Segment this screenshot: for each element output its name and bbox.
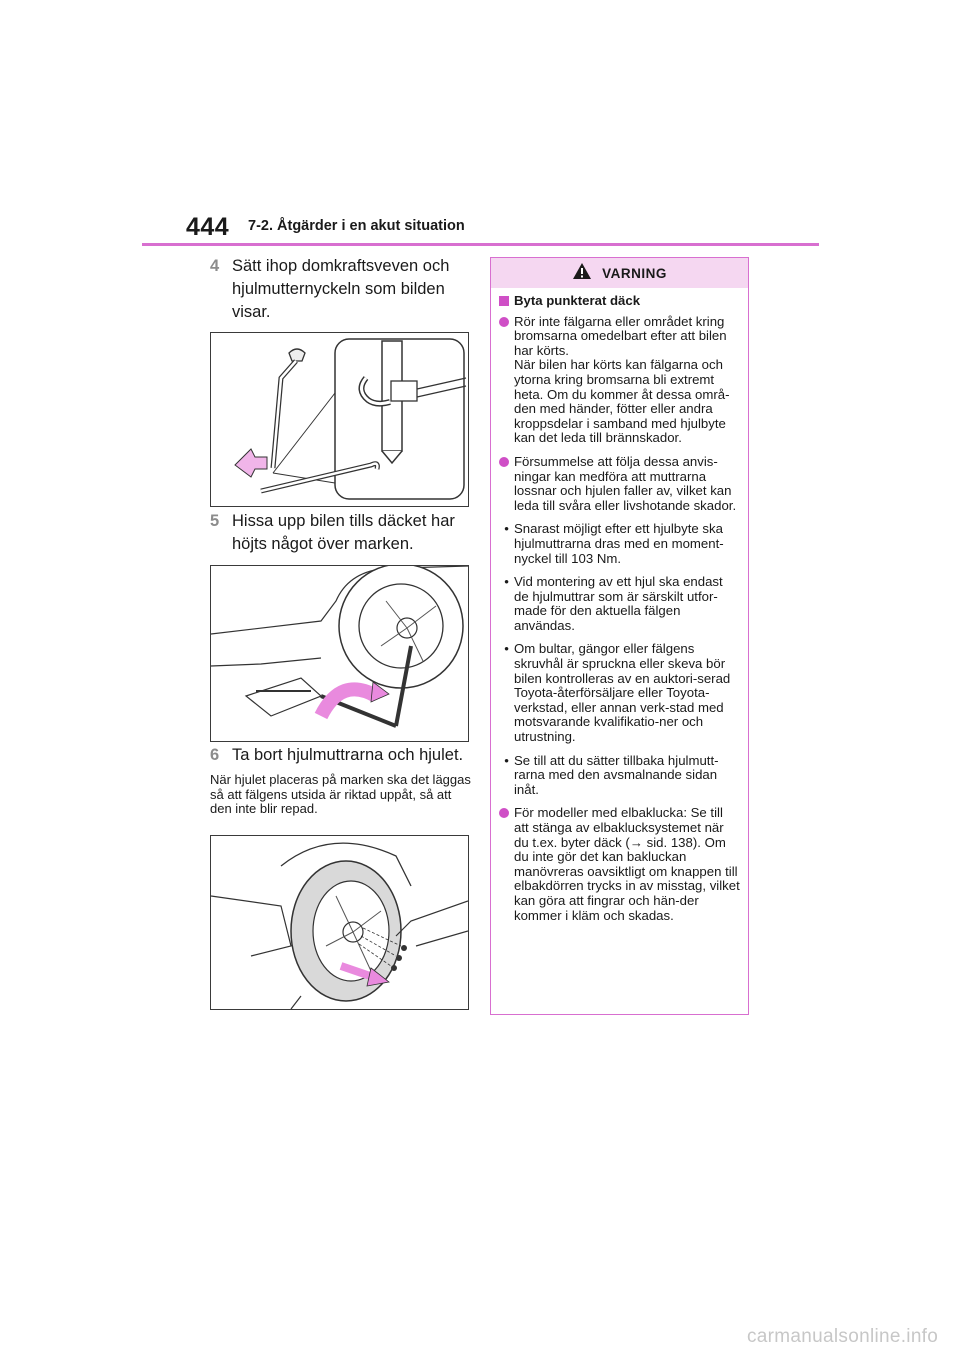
warning-title: VARNING: [602, 265, 667, 281]
warning-triangle-icon: [572, 262, 592, 285]
warning-item: [499, 575, 740, 633]
bullet-icon: •: [504, 641, 509, 657]
section-title: 7-2. Åtgärder i en akut situation: [248, 218, 465, 234]
warning-item: [499, 642, 740, 744]
warning-header: [491, 258, 748, 288]
warning-subheading: [499, 294, 740, 309]
step-text: Sätt ihop domkraftsveven och hjulmutternyckeln som bilden visar.: [232, 257, 450, 321]
placement-note: När hjulet placeras på marken ska det läggas så att fälgens utsida är riktad uppåt, så att den inte blir repad.: [210, 772, 471, 816]
warning-item-text: Om bultar, gängor eller fälgens skruvhål är spruckna eller skeva bör bilen kontrolleras av en auktori-serad Toyota-återförsäljare eller Toyota-verkstad, eller annan verk-stad med motsvarande kvalifikatio-ner och utrustning.: [514, 641, 731, 745]
step-number: 4: [210, 257, 220, 275]
square-bullet-icon: [499, 296, 509, 306]
warning-item: [499, 315, 740, 446]
step-4: [210, 255, 472, 324]
page-number: 444: [186, 213, 230, 241]
step-text: Hissa upp bilen tills däcket har höjts något över marken.: [232, 512, 455, 553]
header-divider: [142, 243, 819, 246]
warning-item-text: Snarast möjligt efter ett hjulbyte ska hjulmuttrarna dras med en moment-nyckel till 103 Nm.: [514, 521, 724, 566]
warning-item-text: Försummelse att följa dessa anvis-ningar kan medföra att muttrarna lossnar och hjulen faller av, vilket kan leda till svåra eller livshotande skador.: [514, 453, 737, 513]
step-text: Ta bort hjulmuttrarna och hjulet.: [232, 746, 464, 764]
warning-body: [491, 288, 748, 923]
bullet-icon: •: [504, 752, 509, 768]
warning-item-text: Se till att du sätter tillbaka hjulmutt-rarna med den avsmalnande sidan inåt.: [514, 752, 719, 797]
warning-item: [499, 522, 740, 566]
step-5: [210, 510, 472, 556]
circle-bullet-icon: [499, 808, 509, 818]
step-number: 6: [210, 746, 220, 764]
warning-item: [499, 754, 740, 798]
bullet-icon: •: [504, 521, 509, 537]
warning-subheading-text: Byta punkterat däck: [514, 293, 641, 308]
warning-item-text: Vid montering av ett hjul ska endast de hjulmuttrar som är särskilt utfor-made för den aktuella fälgen användas.: [514, 574, 723, 633]
remove-wheel-illustration: [210, 835, 469, 1010]
warning-item-text: För modeller med elbaklucka: Se till att stänga av elbaklucksystemet när du t.ex. byter däck (→ sid. 138). Om du inte gör det kan bakluckan manövreras oavsiktligt om knappen till elbakdörren trycks in av misstag, vilket kan göra att fingrar och hän-der kommer i kläm och skadas.: [514, 805, 740, 923]
raise-vehicle-illustration: [210, 565, 469, 742]
step-number: 5: [210, 512, 220, 530]
circle-bullet-icon: [499, 317, 509, 327]
bullet-icon: •: [504, 574, 509, 590]
jack-handle-assembly-illustration: [210, 332, 469, 507]
warning-item: [499, 455, 740, 513]
watermark-logo: carmanualsonline.info: [747, 1326, 939, 1347]
warning-item-text: Rör inte fälgarna eller området kring bromsarna omedelbart efter att bilen har körts. När bilen har körts kan fälgarna och ytorna kring bromsarna bli extremt heta. Om du kommer åt dessa områ-den med händer, fötter eller andra kroppsdelar i samband med hjulbyte kan det leda till brännskador.: [514, 313, 730, 446]
step-6: [210, 744, 472, 767]
warning-box: [490, 257, 749, 1015]
circle-bullet-icon: [499, 457, 509, 467]
warning-item: [499, 806, 740, 923]
